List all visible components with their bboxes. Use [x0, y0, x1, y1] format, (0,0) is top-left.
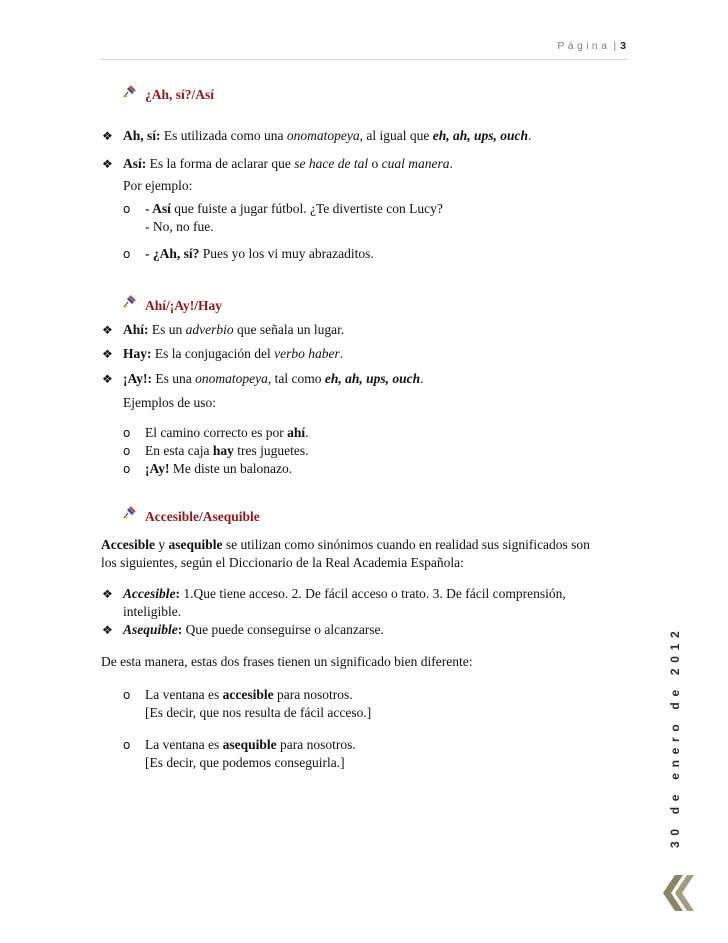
tip-pin-icon [122, 84, 136, 98]
intro-paragraph-line2: los siguientes, según el Diccionario de la Real Academia Española: [101, 555, 464, 570]
chevron-double-left-icon [657, 873, 695, 913]
example-ahi: El camino correcto es por ahí. [145, 425, 309, 440]
circle-bullet-icon: o [123, 426, 131, 440]
example-ay: ¡Ay! Me diste un balonazo. [145, 461, 293, 476]
section-title-accesible-asequible: Accesible/Asequible [145, 509, 260, 524]
circle-bullet-icon: o [123, 247, 131, 261]
example-intro: Por ejemplo: [123, 178, 193, 193]
page-header [0, 40, 626, 52]
definition-hay: Hay: Es la conjugación del verbo haber. [123, 346, 344, 361]
diamond-bullet-icon: ❖ [102, 623, 113, 637]
conclusion-paragraph: De esta manera, estas dos frases tienen un significado bien diferente: [101, 654, 473, 669]
diamond-bullet-icon: ❖ [102, 587, 113, 601]
circle-bullet-icon: o [123, 688, 131, 702]
page-label: Página [557, 40, 611, 52]
example-asi-reply: - No, no fue. [145, 219, 214, 234]
diamond-bullet-icon: ❖ [102, 347, 113, 361]
example-asequible-gloss: [Es decir, que podemos conseguirla.] [145, 755, 345, 770]
circle-bullet-icon: o [123, 738, 131, 752]
definition-ay: ¡Ay!: Es una onomatopeya, tal como eh, ah, ups, ouch. [123, 371, 424, 386]
section-title-ahi-ay-hay: Ahí/¡Ay!/Hay [145, 298, 222, 313]
definition-ah-si: Ah, sí: Es utilizada como una onomatopeya, al igual que eh, ah, ups, ouch. [123, 128, 532, 143]
circle-bullet-icon: o [123, 202, 131, 216]
intro-paragraph-line1: Accesible y asequible se utilizan como sinónimos cuando en realidad sus significados son [101, 537, 590, 552]
side-date: 30 de enero de 2012 [668, 625, 682, 848]
example-hay: En esta caja hay tres juguetes. [145, 443, 309, 458]
definition-asequible: Asequible: Que puede conseguirse o alcanzarse. [123, 622, 384, 637]
example-asi: - Así que fuiste a jugar fútbol. ¿Te divertiste con Lucy? [145, 201, 443, 216]
diamond-bullet-icon: ❖ [102, 157, 113, 171]
definition-accesible-cont: inteligible. [123, 604, 182, 619]
example-accesible: La ventana es accesible para nosotros. [145, 687, 353, 702]
definition-ahi: Ahí: Es un adverbio que señala un lugar. [123, 322, 345, 337]
diamond-bullet-icon: ❖ [102, 323, 113, 337]
circle-bullet-icon: o [123, 444, 131, 458]
tip-pin-icon [122, 505, 136, 519]
header-separator: | [613, 40, 617, 52]
example-ah-si: - ¿Ah, sí? Pues yo los vi muy abrazaditos. [145, 246, 374, 261]
tip-pin-icon [122, 294, 136, 308]
diamond-bullet-icon: ❖ [102, 129, 113, 143]
example-accesible-gloss: [Es decir, que nos resulta de fácil acceso.] [145, 705, 372, 720]
page-number: 3 [620, 40, 626, 52]
diamond-bullet-icon: ❖ [102, 372, 113, 386]
definition-asi: Así: Es la forma de aclarar que se hace de tal o cual manera. [123, 156, 453, 171]
example-intro: Ejemplos de uso: [123, 395, 216, 410]
definition-accesible: Accesible: 1.Que tiene acceso. 2. De fácil acceso o trato. 3. De fácil comprensión, [123, 586, 566, 601]
example-asequible: La ventana es asequible para nosotros. [145, 737, 356, 752]
circle-bullet-icon: o [123, 462, 131, 476]
section-title-ah-si: ¿Ah, sí?/Así [145, 87, 215, 102]
header-rule [100, 59, 628, 60]
